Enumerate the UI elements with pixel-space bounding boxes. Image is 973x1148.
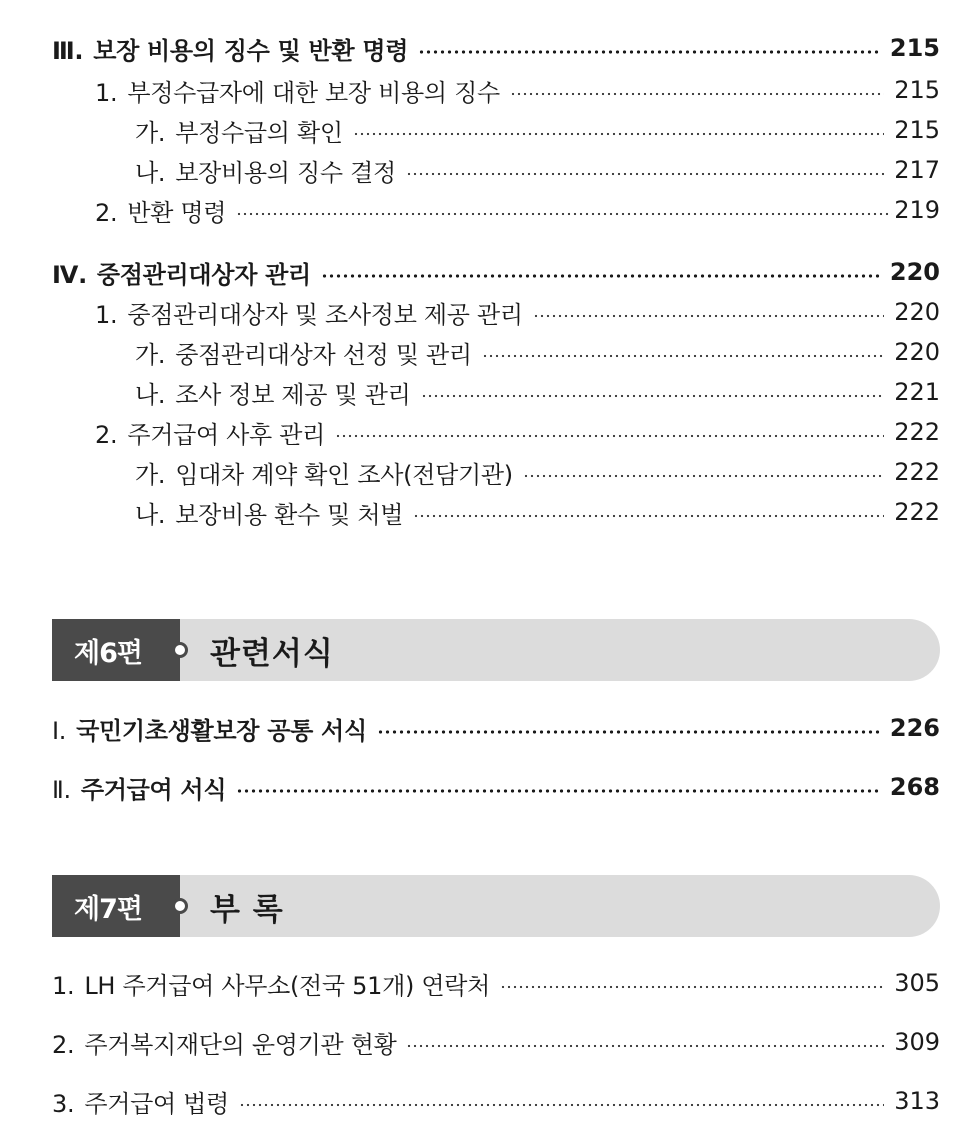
toc-page-number: 305: [894, 969, 940, 997]
part-number: 제7편: [74, 893, 142, 925]
dot-leader: [510, 92, 884, 96]
dot-leader: [406, 1044, 884, 1048]
toc-entry[interactable]: [135, 110, 940, 150]
toc-title: 중점관리대상자 및 조사정보 제공 관리: [127, 300, 523, 329]
toc-page-number: 215: [894, 116, 940, 144]
dot-leader: [353, 132, 884, 136]
part-badge: [52, 619, 180, 681]
toc-number: 가.: [135, 340, 166, 369]
toc-title: 국민기초생활보장 공통 서식: [76, 716, 367, 745]
dot-leader: [239, 1103, 884, 1107]
bullet-circle-icon: [172, 898, 188, 914]
toc-title: LH 주거급여 사무소(전국 51개) 연락처: [84, 971, 491, 1000]
toc-number: 가.: [135, 118, 166, 147]
part-title: 부 록: [210, 891, 284, 928]
toc-entry-appendix-1[interactable]: [52, 963, 940, 1003]
toc-number: 2.: [52, 1030, 75, 1059]
toc-title: 중점관리대상자 관리: [96, 260, 311, 289]
toc-entry-forms-2[interactable]: [52, 767, 940, 807]
toc-entry[interactable]: [135, 332, 940, 372]
toc-title: 부정수급자에 대한 보장 비용의 징수: [127, 78, 500, 107]
dot-leader: [321, 274, 880, 278]
toc-title: 반환 명령: [127, 198, 227, 227]
dot-leader: [335, 434, 884, 438]
toc-entry[interactable]: [95, 70, 940, 110]
part-badge: [52, 875, 180, 937]
toc-entry[interactable]: [95, 190, 940, 230]
toc-number: Ⅰ.: [52, 716, 67, 745]
toc-page-number: 219: [894, 196, 940, 224]
dot-leader: [377, 730, 880, 734]
toc-page-number: 220: [894, 338, 940, 366]
part-number: 제6편: [74, 637, 142, 669]
dot-leader: [236, 789, 880, 793]
toc-number: 3.: [52, 1089, 75, 1118]
toc-title: 주거급여 법령: [84, 1089, 229, 1118]
dot-leader: [413, 514, 884, 518]
toc-title: 보장 비용의 징수 및 반환 명령: [93, 36, 409, 65]
dot-leader: [533, 314, 884, 318]
dot-leader: [523, 474, 884, 478]
toc-number: 가.: [135, 460, 166, 489]
toc-number: 1.: [52, 971, 75, 1000]
toc-entry[interactable]: [95, 292, 940, 332]
toc-page-number: 221: [894, 378, 940, 406]
toc-entry[interactable]: [135, 452, 940, 492]
toc-number: 1.: [95, 300, 118, 329]
toc-number: 나.: [135, 380, 166, 409]
toc-number: 1.: [95, 78, 118, 107]
toc-page-number: 226: [889, 714, 940, 742]
toc-page-number: 215: [889, 34, 940, 62]
toc-page-number: 313: [894, 1087, 940, 1115]
toc-entry-appendix-3[interactable]: [52, 1081, 940, 1121]
toc-entry-appendix-2[interactable]: [52, 1022, 940, 1062]
dot-leader: [482, 354, 884, 358]
toc-number: Ⅳ.: [52, 260, 87, 289]
part-title: 관련서식: [210, 635, 334, 672]
toc-page-number: 222: [894, 458, 940, 486]
toc-title: 부정수급의 확인: [175, 118, 343, 147]
toc-title: 주거급여 사후 관리: [127, 420, 326, 449]
toc-page-number: 215: [894, 76, 940, 104]
toc-title: 주거급여 서식: [80, 775, 227, 804]
toc-entry[interactable]: [135, 150, 940, 190]
toc-page-number: 309: [894, 1028, 940, 1056]
bullet-circle-icon: [172, 642, 188, 658]
toc-number: Ⅱ.: [52, 775, 71, 804]
toc-number: 2.: [95, 420, 118, 449]
toc-number: 나.: [135, 500, 166, 529]
toc-title: 조사 정보 제공 및 관리: [175, 380, 411, 409]
toc-title: 보장비용 환수 및 처벌: [175, 500, 404, 529]
toc-title: 중점관리대상자 선정 및 관리: [175, 340, 472, 369]
dot-leader: [500, 985, 884, 989]
dot-leader: [406, 172, 884, 176]
dot-leader: [236, 212, 892, 216]
toc-number: 2.: [95, 198, 118, 227]
toc-page-number: 220: [894, 298, 940, 326]
dot-leader: [418, 50, 880, 54]
toc-entry-chapter-3[interactable]: [52, 28, 940, 68]
toc-page-number: 217: [894, 156, 940, 184]
toc-page-number: 220: [889, 258, 940, 286]
toc-entry[interactable]: [135, 492, 940, 532]
toc-entry-chapter-4[interactable]: [52, 252, 940, 292]
toc-entry[interactable]: [95, 412, 940, 452]
toc-entry[interactable]: [135, 372, 940, 412]
toc-title: 주거복지재단의 운영기관 현황: [84, 1030, 397, 1059]
toc-title: 보장비용의 징수 결정: [175, 158, 396, 187]
part-6-banner: [52, 619, 940, 681]
toc-page-number: 268: [889, 773, 940, 801]
toc-page-number: 222: [894, 498, 940, 526]
toc-title: 임대차 계약 확인 조사(전담기관): [175, 460, 513, 489]
dot-leader: [421, 394, 885, 398]
toc-number: Ⅲ.: [52, 36, 84, 65]
toc-number: 나.: [135, 158, 166, 187]
toc-page-number: 222: [894, 418, 940, 446]
toc-entry-forms-1[interactable]: [52, 708, 940, 748]
part-7-banner: [52, 875, 940, 937]
